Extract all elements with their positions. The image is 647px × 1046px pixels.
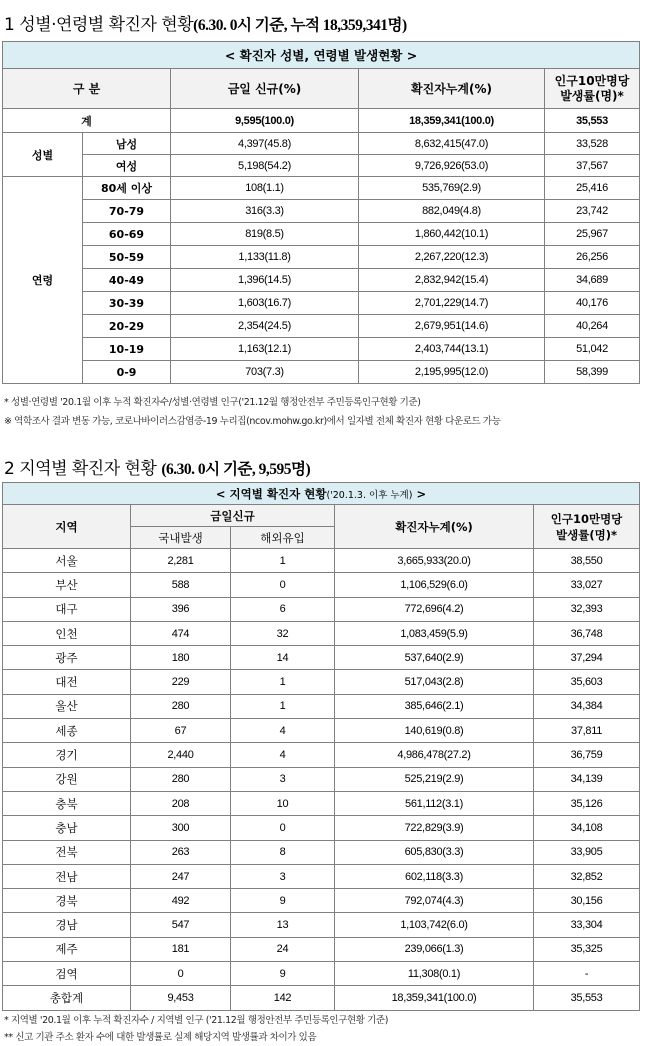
header-today-new: 금일신규	[131, 505, 335, 527]
cell-overseas: 3	[231, 864, 335, 888]
table-row-total	[3, 109, 640, 133]
cell-cumulative: 602,118(3.3)	[335, 864, 534, 888]
row-label: 계	[3, 109, 171, 133]
header-rate	[545, 69, 640, 109]
cell-cumulative: 8,632,415(47.0)	[359, 133, 545, 155]
header-today-new: 금일 신규(%)	[171, 69, 359, 109]
cell-rate: 33,528	[545, 133, 640, 155]
cell-rate: 33,304	[534, 913, 640, 937]
cell-overseas: 14	[231, 646, 335, 670]
header-category: 구 분	[3, 69, 171, 109]
cell-cumulative: 18,359,341(100.0)	[359, 109, 545, 133]
cell-cumulative: 605,830(3.3)	[335, 840, 534, 864]
cell-cumulative: 2,403,744(13.1)	[359, 338, 545, 361]
cell-rate: 38,550	[534, 549, 640, 573]
row-label: 30-39	[83, 292, 171, 315]
cell-cumulative: 722,829(3.9)	[335, 816, 534, 840]
cell-overseas: 24	[231, 937, 335, 961]
section1-note2: ※ 역학조사 결과 변동 가능, 코로나바이러스감염증-19 누리집(ncov.mohw.go.kr)에서 일자별 전체 확진자 현황 다운로드 가능	[4, 416, 501, 427]
cell-cumulative: 2,195,995(12.0)	[359, 361, 545, 384]
row-label: 0-9	[83, 361, 171, 384]
cell-new: 4,397(45.8)	[171, 133, 359, 155]
cell-region: 대전	[3, 670, 131, 694]
cell-cumulative: 1,860,442(10.1)	[359, 223, 545, 246]
cell-rate: 34,139	[534, 767, 640, 791]
cell-cumulative: 239,066(1.3)	[335, 937, 534, 961]
cell-rate: 26,256	[545, 246, 640, 269]
cell-new: 819(8.5)	[171, 223, 359, 246]
cell-cumulative: 385,646(2.1)	[335, 694, 534, 718]
row-label: 80세 이상	[83, 177, 171, 200]
table-row	[3, 791, 640, 815]
cell-cumulative: 18,359,341(100.0)	[335, 986, 534, 1010]
cell-region: 세종	[3, 719, 131, 743]
table-row	[3, 246, 640, 269]
cell-new: 1,396(14.5)	[171, 269, 359, 292]
row-label: 60-69	[83, 223, 171, 246]
table-row	[3, 937, 640, 961]
row-label: 40-49	[83, 269, 171, 292]
header-cumulative: 확진자누계(%)	[335, 505, 534, 549]
header-region: 지역	[3, 505, 131, 549]
cell-rate: 37,567	[545, 155, 640, 177]
cell-rate: 25,416	[545, 177, 640, 200]
cell-rate: 40,176	[545, 292, 640, 315]
cell-rate: 34,384	[534, 694, 640, 718]
group-label-age: 연령	[3, 177, 83, 384]
cell-domestic: 474	[131, 621, 231, 645]
cell-domestic: 280	[131, 767, 231, 791]
cell-overseas: 4	[231, 719, 335, 743]
cell-cumulative: 535,769(2.9)	[359, 177, 545, 200]
gender-age-table	[2, 41, 640, 384]
table-row	[3, 338, 640, 361]
cell-overseas: 0	[231, 816, 335, 840]
cell-domestic: 229	[131, 670, 231, 694]
table-row	[3, 223, 640, 246]
table-row	[3, 573, 640, 597]
cell-region: 광주	[3, 646, 131, 670]
table-row	[3, 549, 640, 573]
table-row	[3, 962, 640, 986]
cell-region: 경남	[3, 913, 131, 937]
cell-region: 검역	[3, 962, 131, 986]
cell-region: 전북	[3, 840, 131, 864]
table-row	[3, 646, 640, 670]
cell-cumulative: 561,112(3.1)	[335, 791, 534, 815]
table2-caption-end: >	[416, 486, 427, 501]
group-label-gender: 성별	[3, 133, 83, 177]
cell-rate: 32,852	[534, 864, 640, 888]
cell-domestic: 2,281	[131, 549, 231, 573]
table-row	[3, 670, 640, 694]
cell-domestic: 300	[131, 816, 231, 840]
cell-domestic: 396	[131, 597, 231, 621]
cell-overseas: 32	[231, 621, 335, 645]
header-cumulative: 확진자누계(%)	[359, 69, 545, 109]
row-label: 10-19	[83, 338, 171, 361]
table-row	[3, 315, 640, 338]
cell-cumulative: 1,083,459(5.9)	[335, 621, 534, 645]
cell-cumulative: 772,696(4.2)	[335, 597, 534, 621]
cell-domestic: 0	[131, 962, 231, 986]
cell-domestic: 180	[131, 646, 231, 670]
cell-domestic: 263	[131, 840, 231, 864]
cell-new: 316(3.3)	[171, 200, 359, 223]
table-row	[3, 889, 640, 913]
table-row	[3, 621, 640, 645]
cell-cumulative: 9,726,926(53.0)	[359, 155, 545, 177]
cell-overseas: 0	[231, 573, 335, 597]
section1-title-text: 1 성별·연령별 확진자 현황	[4, 15, 194, 35]
header-overseas: 해외유입	[231, 527, 335, 549]
cell-rate: 35,126	[534, 791, 640, 815]
table2-caption-small: ('20.1.3. 이후 누계)	[326, 489, 413, 501]
table-row	[3, 177, 640, 200]
cell-region: 울산	[3, 694, 131, 718]
cell-overseas: 3	[231, 767, 335, 791]
table-row	[3, 694, 640, 718]
table-row	[3, 155, 640, 177]
cell-rate: 35,553	[545, 109, 640, 133]
cell-cumulative: 525,219(2.9)	[335, 767, 534, 791]
cell-region: 경기	[3, 743, 131, 767]
table-row	[3, 767, 640, 791]
cell-region: 서울	[3, 549, 131, 573]
cell-cumulative: 517,043(2.8)	[335, 670, 534, 694]
cell-region: 총합계	[3, 986, 131, 1010]
cell-overseas: 1	[231, 549, 335, 573]
table-row	[3, 840, 640, 864]
cell-cumulative: 4,986,478(27.2)	[335, 743, 534, 767]
cell-new: 9,595(100.0)	[171, 109, 359, 133]
row-label: 50-59	[83, 246, 171, 269]
cell-cumulative: 882,049(4.8)	[359, 200, 545, 223]
table1-caption: < 확진자 성별, 연령별 발생현황 >	[3, 42, 640, 69]
cell-overseas: 9	[231, 962, 335, 986]
header-rate	[534, 505, 640, 549]
cell-overseas: 6	[231, 597, 335, 621]
section2-note2: ** 신고 기관 주소 환자 수에 대한 발생률로 실제 해당지역 발생률과 차이가 있음	[4, 1032, 317, 1043]
cell-rate: -	[534, 962, 640, 986]
cell-domestic: 9,453	[131, 986, 231, 1010]
cell-domestic: 208	[131, 791, 231, 815]
cell-region: 경북	[3, 889, 131, 913]
cell-overseas: 142	[231, 986, 335, 1010]
cell-domestic: 181	[131, 937, 231, 961]
cell-cumulative: 3,665,933(20.0)	[335, 549, 534, 573]
cell-overseas: 9	[231, 889, 335, 913]
cell-overseas: 4	[231, 743, 335, 767]
cell-new: 703(7.3)	[171, 361, 359, 384]
cell-rate: 33,905	[534, 840, 640, 864]
cell-cumulative: 1,103,742(6.0)	[335, 913, 534, 937]
cell-overseas: 10	[231, 791, 335, 815]
cell-rate: 32,393	[534, 597, 640, 621]
cell-region: 부산	[3, 573, 131, 597]
cell-region: 충남	[3, 816, 131, 840]
header-rate-line2: 발생률(명)*	[560, 88, 624, 103]
table-row	[3, 597, 640, 621]
section1-title-bold: (6.30. 0시 기준, 누적 18,359,341명)	[193, 17, 407, 34]
cell-rate: 37,294	[534, 646, 640, 670]
table-row	[3, 292, 640, 315]
table-row	[3, 743, 640, 767]
header-rate-line1: 인구10만명당	[554, 73, 630, 88]
table-row	[3, 864, 640, 888]
cell-cumulative: 11,308(0.1)	[335, 962, 534, 986]
row-label: 70-79	[83, 200, 171, 223]
cell-rate: 25,967	[545, 223, 640, 246]
cell-overseas: 13	[231, 913, 335, 937]
header-domestic: 국내발생	[131, 527, 231, 549]
section2-note1: * 지역별 '20.1월 이후 누적 확진자수 / 지역별 인구 ('21.12월 행정안전부 주민등록인구현황 기준)	[4, 1015, 389, 1026]
cell-cumulative: 537,640(2.9)	[335, 646, 534, 670]
section1-note1: * 성별·연령별 '20.1월 이후 누적 확진자수/성별·연령별 인구('21.12월 행정안전부 주민등록인구현황 기준)	[4, 397, 421, 408]
cell-new: 5,198(54.2)	[171, 155, 359, 177]
cell-cumulative: 1,106,529(6.0)	[335, 573, 534, 597]
cell-domestic: 67	[131, 719, 231, 743]
cell-rate: 23,742	[545, 200, 640, 223]
row-label: 20-29	[83, 315, 171, 338]
cell-domestic: 247	[131, 864, 231, 888]
cell-domestic: 2,440	[131, 743, 231, 767]
header-rate-line1: 인구10만명당	[550, 511, 623, 526]
cell-overseas: 8	[231, 840, 335, 864]
cell-domestic: 280	[131, 694, 231, 718]
table-row	[3, 719, 640, 743]
table-row	[3, 200, 640, 223]
row-label: 여성	[83, 155, 171, 177]
section2-title-bold: (6.30. 0시 기준, 9,595명)	[161, 461, 311, 478]
cell-rate: 37,811	[534, 719, 640, 743]
cell-rate: 35,325	[534, 937, 640, 961]
cell-domestic: 547	[131, 913, 231, 937]
row-label: 남성	[83, 133, 171, 155]
table-row-total	[3, 986, 640, 1010]
cell-rate: 51,042	[545, 338, 640, 361]
cell-cumulative: 2,267,220(12.3)	[359, 246, 545, 269]
cell-domestic: 492	[131, 889, 231, 913]
cell-rate: 58,399	[545, 361, 640, 384]
section2-title	[4, 454, 310, 479]
cell-rate: 40,264	[545, 315, 640, 338]
cell-overseas: 1	[231, 670, 335, 694]
table-row	[3, 133, 640, 155]
cell-region: 강원	[3, 767, 131, 791]
table2-caption	[3, 483, 640, 505]
cell-new: 1,163(12.1)	[171, 338, 359, 361]
cell-region: 제주	[3, 937, 131, 961]
table-row	[3, 816, 640, 840]
cell-cumulative: 2,832,942(15.4)	[359, 269, 545, 292]
cell-rate: 35,553	[534, 986, 640, 1010]
cell-rate: 36,748	[534, 621, 640, 645]
cell-region: 인천	[3, 621, 131, 645]
cell-new: 2,354(24.5)	[171, 315, 359, 338]
cell-new: 1,133(11.8)	[171, 246, 359, 269]
table-row	[3, 269, 640, 292]
cell-cumulative: 2,701,229(14.7)	[359, 292, 545, 315]
cell-rate: 35,603	[534, 670, 640, 694]
section2-title-text: 2 지역별 확진자 현황	[4, 459, 157, 479]
cell-region: 충북	[3, 791, 131, 815]
cell-region: 대구	[3, 597, 131, 621]
table2-caption-main: < 지역별 확진자 현황	[215, 486, 327, 501]
cell-rate: 30,156	[534, 889, 640, 913]
cell-rate: 34,689	[545, 269, 640, 292]
cell-region: 전남	[3, 864, 131, 888]
cell-rate: 34,108	[534, 816, 640, 840]
cell-new: 1,603(16.7)	[171, 292, 359, 315]
region-table	[2, 482, 640, 1011]
table-row	[3, 361, 640, 384]
cell-cumulative: 792,074(4.3)	[335, 889, 534, 913]
header-rate-line2: 발생률(명)*	[556, 527, 617, 542]
cell-cumulative: 140,619(0.8)	[335, 719, 534, 743]
cell-rate: 33,027	[534, 573, 640, 597]
section1-title	[4, 10, 407, 35]
cell-cumulative: 2,679,951(14.6)	[359, 315, 545, 338]
cell-domestic: 588	[131, 573, 231, 597]
table-row	[3, 913, 640, 937]
cell-overseas: 1	[231, 694, 335, 718]
cell-rate: 36,759	[534, 743, 640, 767]
cell-new: 108(1.1)	[171, 177, 359, 200]
